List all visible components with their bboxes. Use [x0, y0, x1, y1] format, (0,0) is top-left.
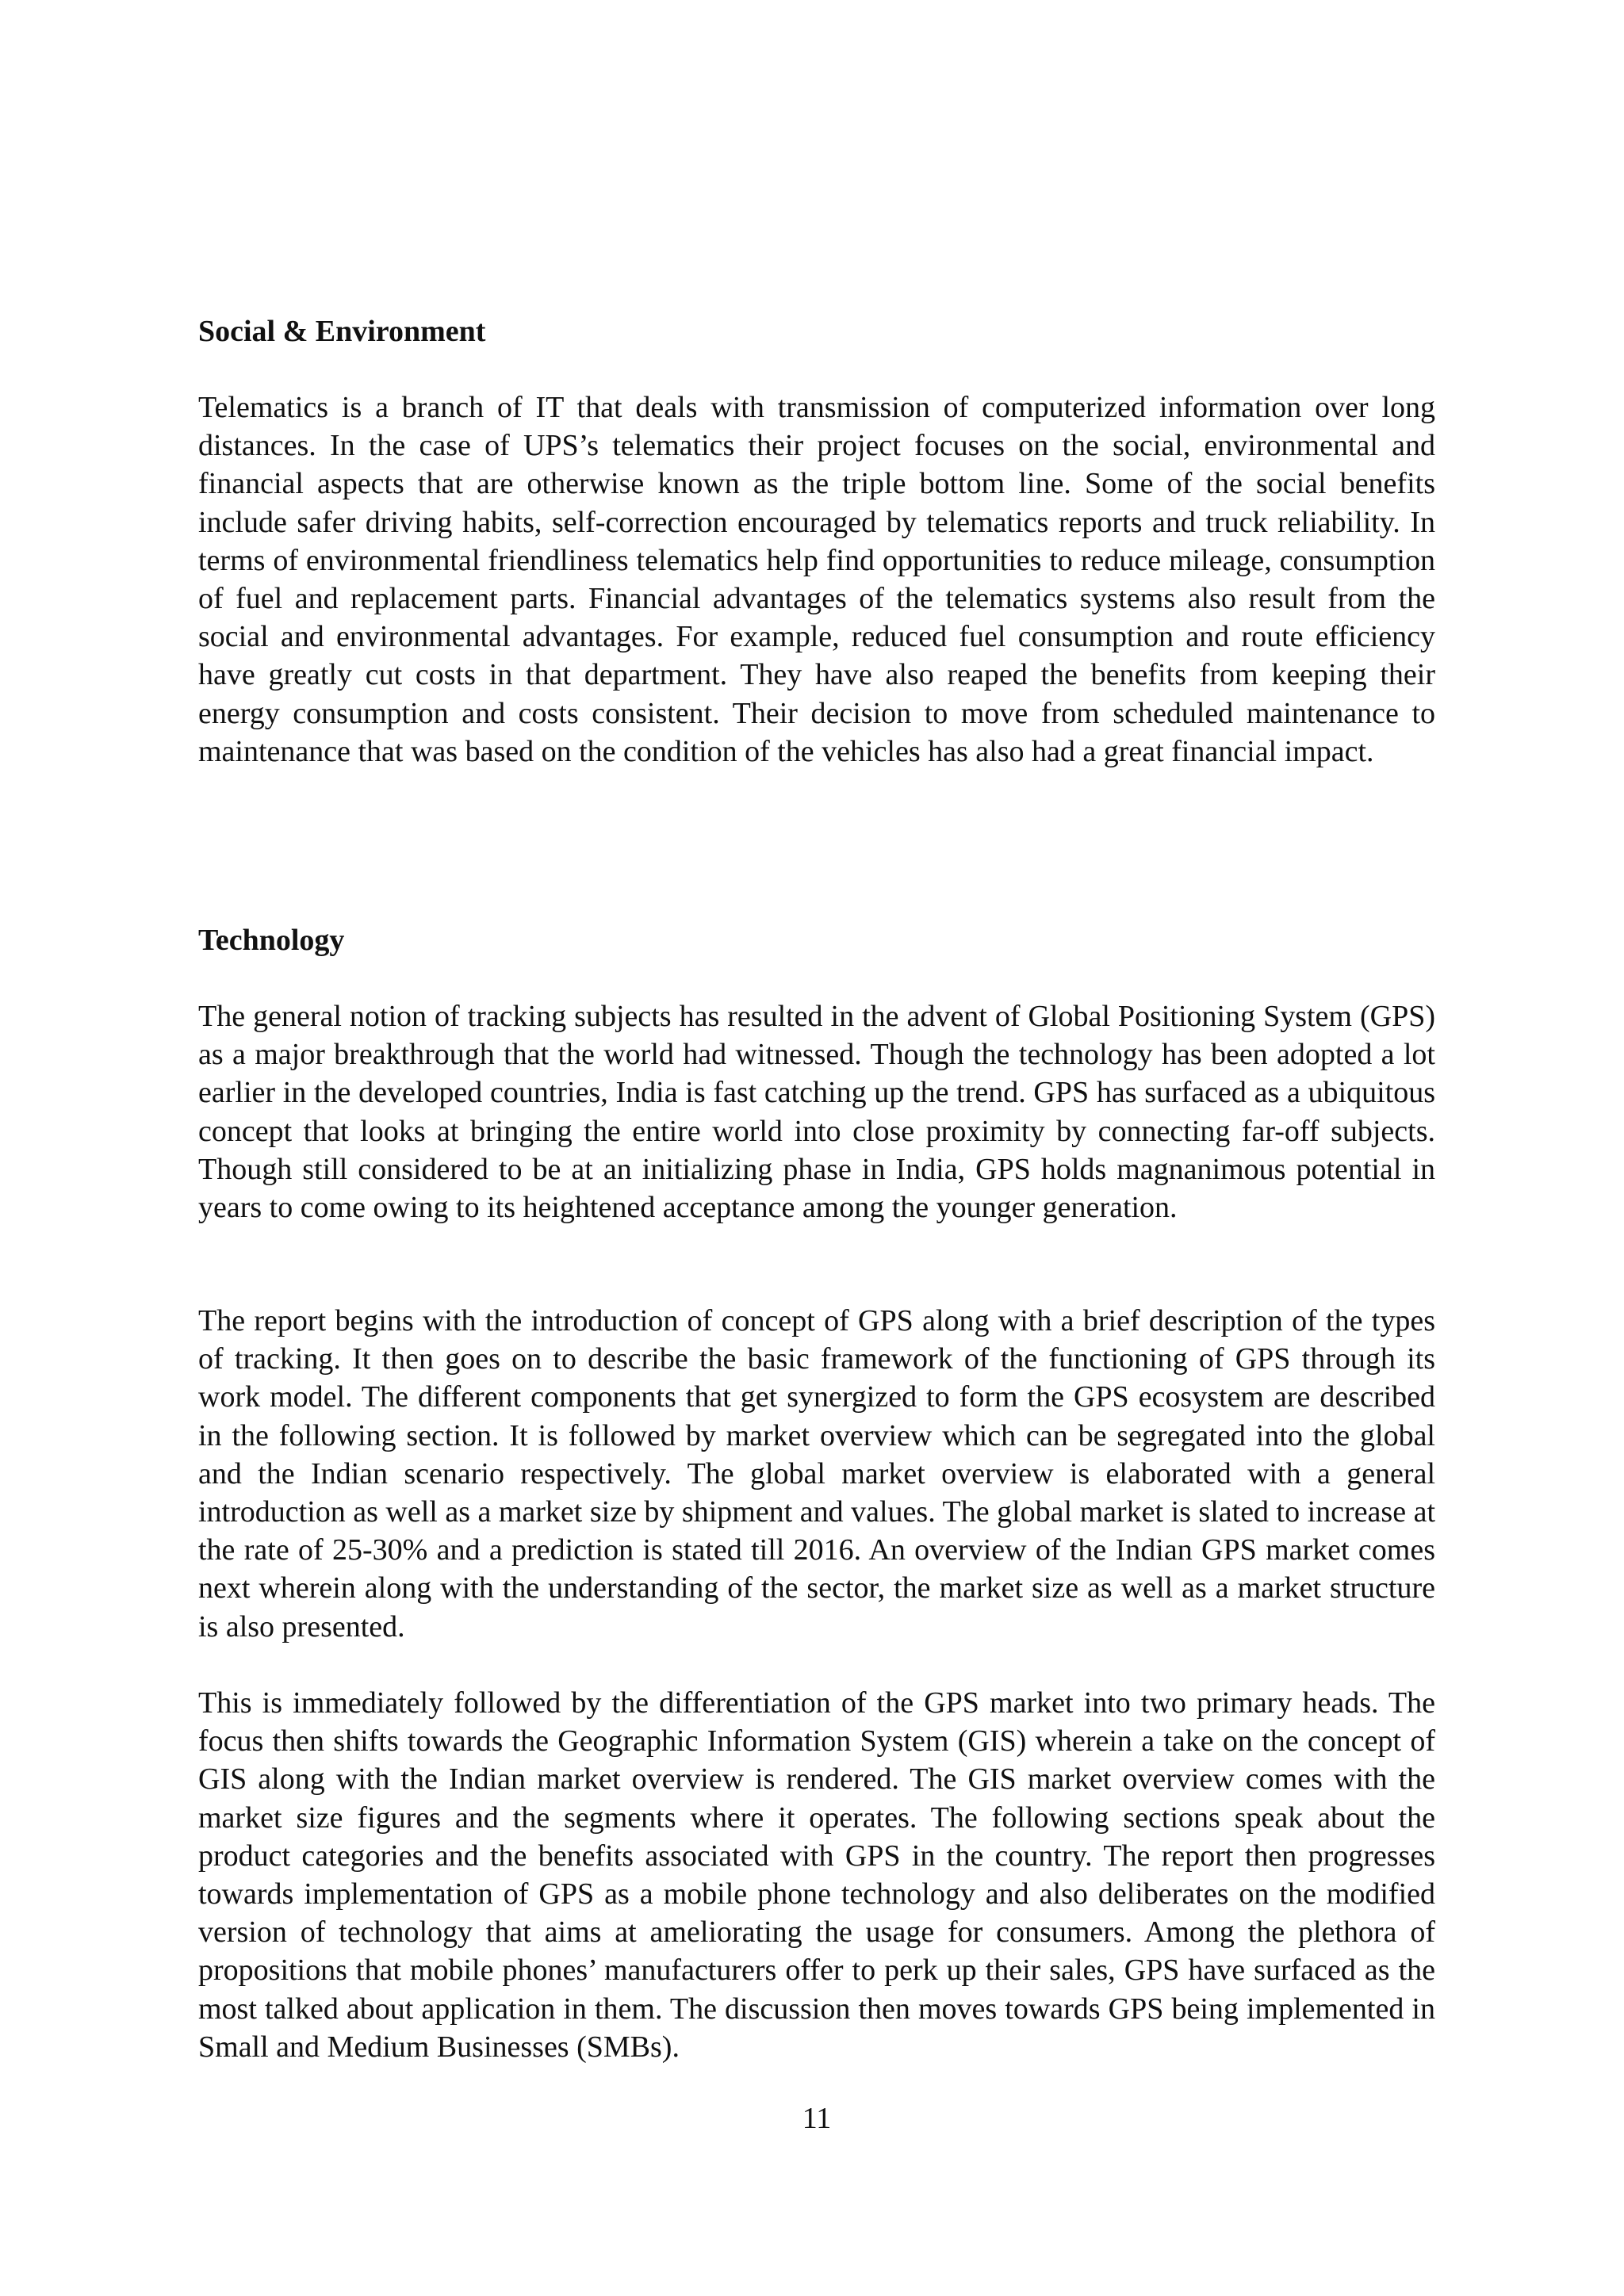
- document-page: [198, 0, 1435, 2296]
- paragraph-gps-market-differentiation: This is immediately followed by the differentiation of the GPS market into two primary heads. The focus then shifts towards the Geographic Information System (GIS) wherein a take on the concept of GIS along with the Indian market overview is rendered. The GIS market overview comes with the market size figures and the segments where it operates. The following sections speak about the product categories and the benefits associated with GPS in the country. The report then progresses towards implementation of GPS as a mobile phone technology and also deliberates on the modified version of technology that aims at ameliorating the usage for consumers. Among the plethora of propositions that mobile phones’ manufacturers offer to perk up their sales, GPS have surfaced as the most talked about application in them. The discussion then moves towards GPS being implemented in Small and Medium Businesses (SMBs).: [198, 1686, 1435, 2064]
- paragraph-telematics: Telematics is a branch of IT that deals with transmission of computerized information over long distances. In the case of UPS’s telematics their project focuses on the social, environmental and financial aspects that are otherwise known as the triple bottom line. Some of the social benefits include safer driving habits, self-correction encouraged by telematics reports and truck reliability. In terms of environmental friendliness telematics help find opportunities to reduce mileage, consumption of fuel and replacement parts. Financial advantages of the telematics systems also result from the social and environmental advantages. For example, reduced fuel consumption and route efficiency have greatly cut costs in that department. They have also reaped the benefits from keeping their energy consumption and costs consistent. Their decision to move from scheduled maintenance to maintenance that was based on the condition of the vehicles has also had a great financial impact.: [198, 391, 1435, 768]
- paragraph-report-overview: The report begins with the introduction of concept of GPS along with a brief description of the types of tracking. It then goes on to describe the basic framework of the functioning of GPS through its work model. The different components that get synergized to form the GPS ecosystem are described in the following section. It is followed by market overview which can be segregated into the global and the Indian scenario respectively. The global market overview is elaborated with a general introduction as well as a market size by shipment and values. The global market is slated to increase at the rate of 25-30% and a prediction is stated till 2016. An overview of the Indian GPS market comes next wherein along with the understanding of the sector, the market size as well as a market structure is also presented.: [198, 1304, 1436, 1644]
- page-number: 11: [802, 2102, 832, 2135]
- section-heading-social-environment: Social & Environment: [198, 315, 486, 348]
- section-heading-technology: Technology: [198, 924, 345, 957]
- paragraph-gps-notion: The general notion of tracking subjects has resulted in the advent of Global Positioning System (GPS) as a major breakthrough that the world had witnessed. Though the technology has been adopted a lot earlier in the developed countries, India is fast catching up the trend. GPS has surfaced as a ubiquitous concept that looks at bringing the entire world into close proximity by connecting far-off subjects. Though still considered to be at an initializing phase in India, GPS holds magnanimous potential in years to come owing to its heightened acceptance among the younger generation.: [198, 1000, 1435, 1225]
